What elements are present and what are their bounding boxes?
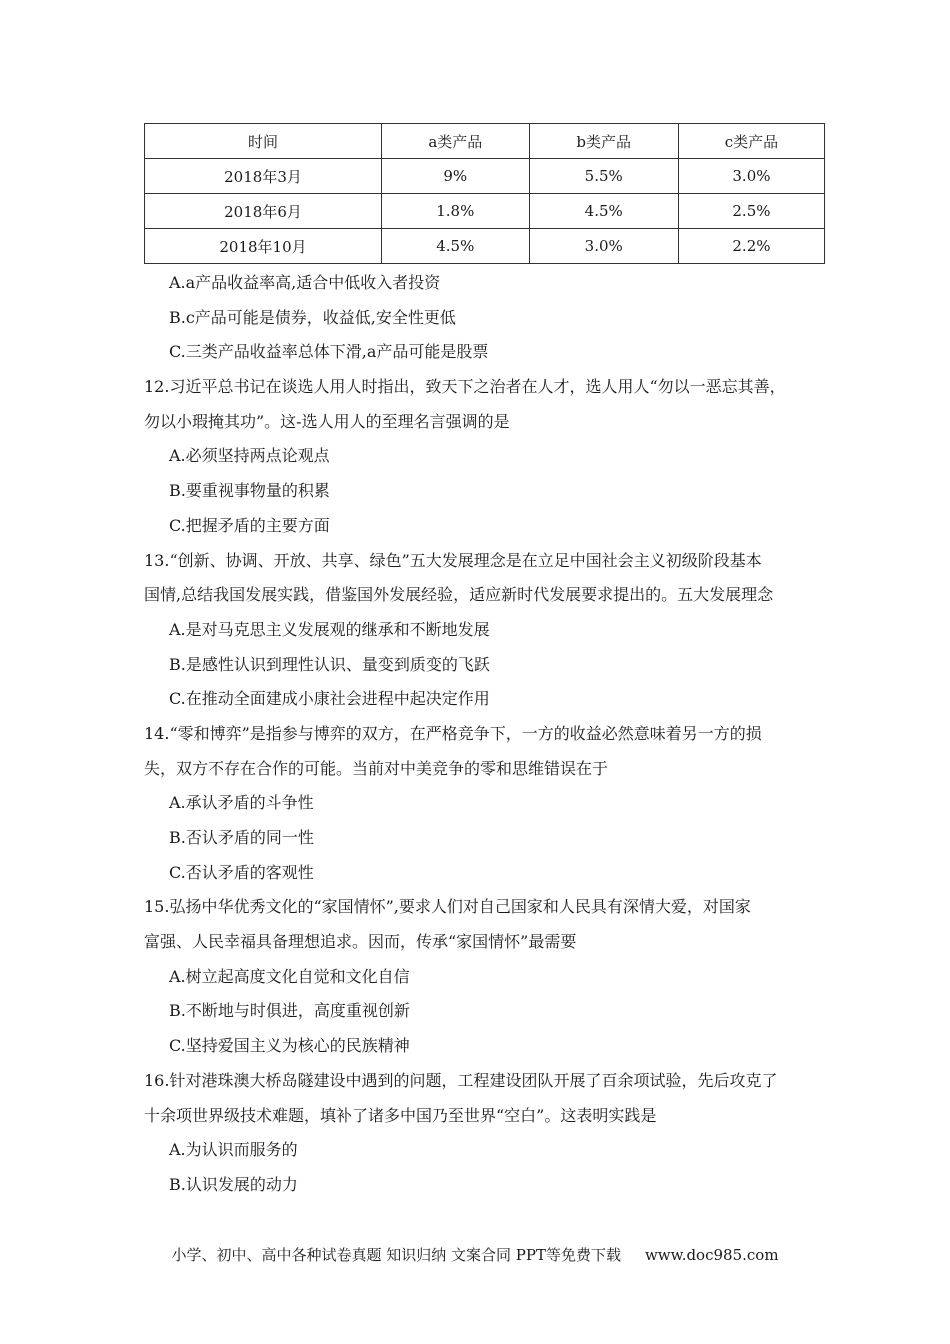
question-16 [144, 1064, 834, 1203]
header-time: 时间 [145, 124, 382, 159]
table-row [145, 194, 825, 229]
option-a: A.承认矛盾的斗争性 [169, 793, 314, 813]
footer-text: 小学、初中、高中各种试卷真题 知识归纳 文案合同 PPT等免费下载 [171, 1246, 621, 1264]
footer-url-link[interactable]: www.doc985.com [644, 1246, 779, 1264]
question-15 [144, 890, 834, 1063]
table-cell: 2.5% [678, 194, 824, 229]
table-cell: 5.5% [529, 159, 678, 194]
option-c: C.在推动全面建成小康社会进程中起决定作用 [169, 689, 490, 709]
option-c: C.坚持爱国主义为核心的民族精神 [169, 1036, 410, 1056]
option-b: B.是感性认识到理性认识、量变到质变的飞跃 [169, 654, 490, 674]
option-a: A.必须坚持两点论观点 [169, 446, 330, 466]
question-11-options [144, 266, 834, 370]
option-a: A.为认识而服务的 [169, 1140, 298, 1160]
option-c: C.否认矛盾的客观性 [169, 862, 314, 882]
question-stem: 16.针对港珠澳大桥岛隧建设中遇到的问题，工程建设团队开展了百余项试验，先后攻克了 [144, 1070, 778, 1090]
table-row [145, 229, 825, 264]
table-cell: 2018年3月 [145, 159, 382, 194]
question-stem: 富强、人民幸福具备理想追求。因而，传承“家国情怀”最需要 [144, 932, 577, 952]
question-stem: 13.“创新、协调、开放、共享、绿色”五大发展理念是在立足中国社会主义初级阶段基本 [144, 550, 762, 570]
yield-table [144, 123, 825, 264]
table-cell: 3.0% [529, 229, 678, 264]
option-c: C.三类产品收益率总体下滑,a产品可能是股票 [169, 342, 489, 362]
table-cell: 9% [382, 159, 530, 194]
option-b: B.认识发展的动力 [169, 1174, 298, 1194]
table-row [145, 159, 825, 194]
option-c: C.把握矛盾的主要方面 [169, 515, 330, 535]
option-b: B.c产品可能是债券，收益低,安全性更低 [169, 307, 456, 327]
header-b: b类产品 [529, 124, 678, 159]
question-stem: 勿以小瑕掩其功”。这-选人用人的至理名言强调的是 [144, 411, 510, 431]
header-c: c类产品 [678, 124, 824, 159]
question-stem: 失，双方不存在合作的可能。当前对中美竞争的零和思维错误在于 [144, 758, 609, 778]
question-stem: 国情,总结我国发展实践，借鉴国外发展经验，适应新时代发展要求提出的。五大发展理念 [144, 585, 774, 605]
option-a: A.树立起高度文化自觉和文化自信 [169, 966, 410, 986]
table-cell: 4.5% [529, 194, 678, 229]
question-content [144, 266, 834, 1203]
question-stem: 十余项世界级技术难题，填补了诸多中国乃至世界“空白”。这表明实践是 [144, 1105, 657, 1125]
question-12 [144, 370, 834, 543]
option-b: B.要重视事物量的积累 [169, 481, 330, 501]
option-b: B.否认矛盾的同一性 [169, 828, 314, 847]
page-footer [0, 1244, 950, 1265]
table-cell: 4.5% [382, 229, 530, 264]
question-stem: 14.“零和博弈”是指参与博弈的双方，在严格竞争下，一方的收益必然意味着另一方的损 [144, 723, 762, 743]
question-stem: 15.弘扬中华优秀文化的“家国情怀”,要求人们对自己国家和人民具有深情大爱，对国家 [144, 897, 751, 917]
header-a: a类产品 [382, 124, 530, 159]
table-cell: 2018年10月 [145, 229, 382, 264]
option-b: B.不断地与时俱进，高度重视创新 [169, 1001, 410, 1021]
question-14 [144, 717, 834, 890]
option-a: A.是对马克思主义发展观的继承和不断地发展 [169, 619, 490, 639]
table-cell: 2.2% [678, 229, 824, 264]
question-13 [144, 544, 834, 717]
option-a: A.a产品收益率高,适合中低收入者投资 [169, 273, 441, 292]
table-cell: 1.8% [382, 194, 530, 229]
table-cell: 2018年6月 [145, 194, 382, 229]
table-cell: 3.0% [678, 159, 824, 194]
table-header-row [145, 124, 825, 159]
question-stem: 12.习近平总书记在谈选人用人时指出，致天下之治者在人才，选人用人“勿以一恶忘其善， [144, 377, 786, 397]
